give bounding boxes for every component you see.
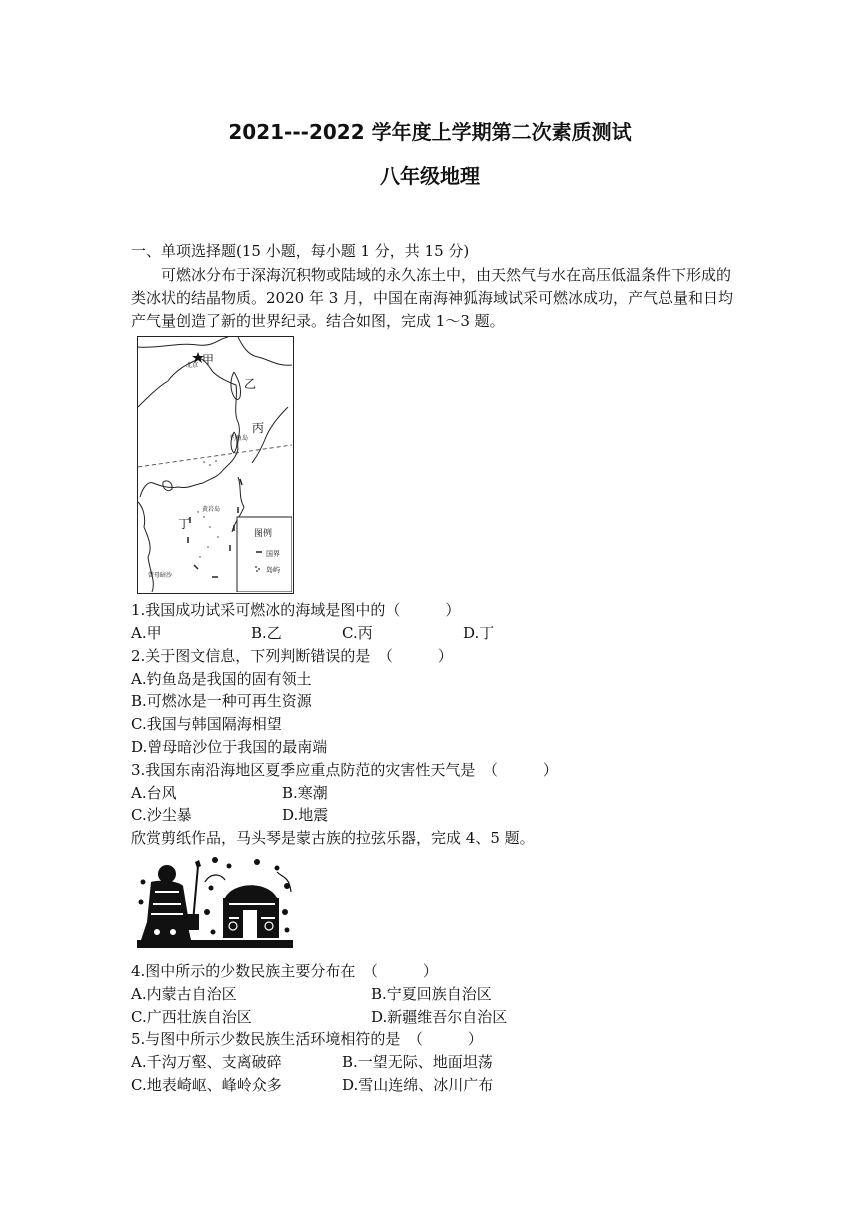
question-4-stem: 4.图中所示的少数民族主要分布在 （ ）: [131, 962, 438, 980]
china-sea-map: [137, 336, 294, 594]
papercut-drawing: [137, 852, 293, 950]
map-label-zengmuansha: 曾母暗沙: [148, 572, 173, 579]
section-heading: 一、单项选择题(15 小题，每小题 1 分，共 15 分): [131, 242, 470, 260]
q2-option-d: D.曾母暗沙位于我国的最南端: [131, 738, 328, 756]
intro-paragraph: 可燃冰分布于深海沉积物或陆域的永久冻土中，由天然气与水在高压低温条件下形成的类冰状的结晶物质。2020 年 3 月，中国在南海神狐海域试采可燃冰成功，产气总量和日均产气量创造了新的世界纪录。结合如图，完成 1～3 题。: [131, 266, 734, 330]
map-label-diaoyudao: 钓鱼岛: [230, 435, 249, 442]
q2-option-a: A.钓鱼岛是我国的固有领土: [131, 670, 312, 688]
q3-option-c: C.沙尘暴: [131, 806, 192, 824]
q5-option-b: B.一望无际、地面坦荡: [342, 1053, 493, 1071]
q3-option-b: B.寒潮: [282, 784, 328, 802]
map-label-yi: 乙: [244, 377, 257, 391]
q1-option-c: C.丙: [342, 624, 373, 642]
question-3-stem: 3.我国东南沿海地区夏季应重点防范的灾害性天气是 （ ）: [131, 761, 558, 779]
q4-option-d: D.新疆维吾尔自治区: [371, 1008, 508, 1026]
q3-option-d: D.地震: [282, 806, 329, 824]
papercut-image: [137, 852, 293, 950]
map-label-bing: 丙: [252, 421, 265, 435]
map-label-beijing: 北京: [186, 362, 199, 369]
q1-option-d: D.丁: [463, 624, 495, 642]
q2-option-c: C.我国与韩国隔海相望: [131, 715, 282, 733]
q5-option-d: D.雪山连绵、冰川广布: [342, 1076, 494, 1094]
q4-option-a: A.内蒙古自治区: [131, 985, 237, 1003]
q4-option-c: C.广西壮族自治区: [131, 1008, 252, 1026]
legend-islands: 岛屿: [266, 566, 280, 574]
q5-option-c: C.地表崎岖、峰岭众多: [131, 1076, 282, 1094]
question-2-stem: 2.关于图文信息，下列判断错误的是 （ ）: [131, 647, 453, 665]
section2-intro: 欣赏剪纸作品，马头琴是蒙古族的拉弦乐器，完成 4、5 题。: [131, 829, 535, 847]
map-label-huangyandao: 黄岩岛: [202, 506, 221, 513]
question-5-stem: 5.与图中所示少数民族生活环境相符的是 （ ）: [131, 1030, 483, 1048]
q1-option-a: A.甲: [131, 624, 162, 642]
map-label-jia: 甲: [202, 353, 215, 367]
q5-option-a: A.千沟万壑、支离破碎: [131, 1053, 282, 1071]
q1-option-b: B.乙: [251, 624, 282, 642]
legend-border: 国界: [266, 550, 280, 558]
question-1-stem: 1.我国成功试采可燃冰的海域是图中的（ ）: [131, 601, 461, 619]
legend-title: 图例: [254, 529, 273, 539]
page-title: 2021---2022 学年度上学期第二次素质测试: [228, 120, 632, 144]
page-subtitle: 八年级地理: [380, 164, 480, 188]
map-label-ding: 丁: [178, 517, 191, 531]
q3-option-a: A.台风: [131, 784, 177, 802]
q2-option-b: B.可燃冰是一种可再生资源: [131, 692, 312, 710]
q4-option-b: B.宁夏回族自治区: [371, 985, 492, 1003]
